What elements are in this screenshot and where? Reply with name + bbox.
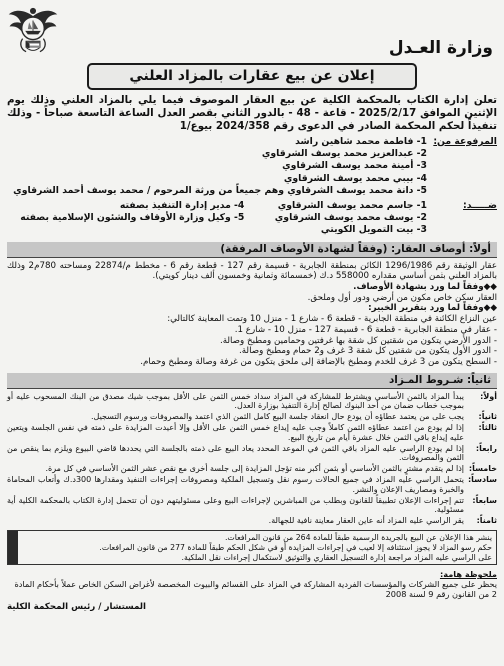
important-note [7,569,497,599]
expert-item: - الدور الأول يتكون من شقتين كل شقة 3 غرف و2 حمام ومطبخ وصالة. [239,346,497,357]
condition-text: تتم إجراءات الإعلان تطبيقاً للقانون وبطلب من المباشرين لإجراءات البيع وعلى مسئوليتهم دون أن تتحمل إدارة الكتاب بالمحكمة الكلية أية مسئولية. [7,495,464,515]
condition-text: يجب على من يعتمد عطاؤه أن يودع حال انعقاد جلسة البيع كامل الثمن الذي اعتمد والمصروفات ورسوم التسجيل. [91,412,464,422]
condition-item [7,444,497,464]
property-text: عقار الوثيقة رقم 1296/1986 الكائن بمنطقة الجابرية - قسيمة رقم 127 - قطعة رقم 6 - مخطط م/22874 ومساحته 780م2 وذلك بالمزاد العلني بثمن أساسي مقداره 558000 د.ك (خمسمائة وثمانية وخمسون ألف دينار كويتي). [7,260,498,282]
condition-item [7,392,497,412]
section-header-property: أولاً: أوصاف العقار: (وفقاً لشهادة الأوصاف المرفقة) [7,242,497,258]
condition-text: إذا لم يتقدم مشترٍ بالثمن الأساسي أو بثمن أكبر منه تؤجل المزايدة إلى جلسة أخرى مع نقص عشر الثمن الأساسي في كل مرة. [45,464,464,474]
condition-text: يبدأ المزاد بالثمن الأساسي ويشترط للمشاركة في المزاد سداد خمس الثمن على الأقل بموجب شيك مصدق من البنك المسحوب عليه أو بموجب خطاب ضمان من أحد البنوك لصالح إدارة التنفيذ بوزارة العدل. [7,391,464,411]
plaintiff-item: 5- دانة محمد يوسف الشرقاوي وهم جميعاً من ورثة المرحوم / محمد يوسف أحمد الشرقاوي [13,184,427,196]
condition-number: ثانياً: [478,412,497,422]
condition-item [7,464,497,474]
expert-item: - السطح يتكون من 3 غرف للخدم ومطبخ بالإضافة إلى ملحق يتكون من غرفة وصالة ومطبخ وحمام. [140,356,497,367]
plaintiff-item: 4- بيبي محمد يوسف الشرقاوي [283,172,427,184]
expert-item: - الدور الأرضي يتكون من شقتين كل شقة بها غرفتين وحمامين ومطبخ وصالة. [219,335,497,346]
defendant-item: 2- يوسف محمد يوسف الشرقاوي [274,212,427,224]
kuwait-emblem-icon [7,4,59,58]
condition-number: سادساً: [467,475,497,485]
plaintiffs-block [7,136,497,197]
property-description [7,261,497,368]
condition-text: يقر الراسي عليه المزاد أنه عاين العقار معاينة نافية للجهالة. [268,516,464,526]
condition-number: خامساً: [468,464,497,474]
condition-number: رابعاً: [475,443,497,453]
condition-number: ثامناً: [476,516,497,526]
note-text: يحظر على جميع الشركات والمؤسسات الفردية المشاركة في المزاد على القسائم والبيوت المخصصة لأغراض السكن الخاص عملاً بأحكام المادة 2 من القانون رقم 9 لسنة 2008 [14,579,497,600]
condition-item [7,496,497,516]
expert-intro: عين النزاع الكائنة في منطقة الجابرية - قطعة 6 - شارع 1 - منزل 10 وتمت المعاينة كالتالي: [167,314,497,325]
ministry-title: وزارة العـدل [388,38,493,58]
auction-conditions [7,392,497,526]
condition-item [7,516,497,526]
defendant-item: 5- وكيل وزارة الأوقاف والشئون الإسلامية بصفته [20,212,245,224]
header [7,4,497,60]
condition-text: يتحمل الراسي عليه المزاد في جميع الحالات رسوم نقل وتسجيل الملكية ومصروفات إجراءات التنفيذ ومقدارها 300د.ك وأتعاب المحاماة والخبرة ومصاريف الإعلان والنشر. [7,475,464,494]
legal-notice-line: حكم رسو المزاد لا يجوز استئنافه إلا لعيب في إجراءات المزايدة أو في شكل الحكم طبقاً للمادة 277 من قانون المرافعات. [99,542,492,552]
condition-item [7,423,497,443]
legal-notice-line: ينشر هذا الإعلان عن البيع بالجريدة الرسمية طبقاً للمادة 264 من قانون المرافعات. [224,533,492,543]
plaintiffs-label: المرفوعة من: [433,136,497,147]
side-strip [8,531,18,564]
certificate-heading: ◆◆وفقاً لما ورد بشهادة الأوصاف. [353,282,497,293]
notice-banner: إعلان عن بيع عقارات بالمزاد العلني [87,63,417,90]
plaintiff-item: 3- أمينة محمد يوسف الشرقاوي [282,160,427,172]
plaintiff-item: 2- عبدالعزيز محمد يوسف الشرقاوي [261,148,427,160]
defendant-item: 1- جاسم محمد يوسف الشرقاوي [277,200,427,212]
plaintiff-item: 1- فاطمة محمد شاهين راشد [295,136,427,147]
legal-notice-line: على الراسي عليه المزاد مراجعة إدارة التسجيل العقاري والتوثيق لاستكمال إجراءات نقل الملكية. [181,552,492,562]
condition-text: إذا لم يودع الراسي عليه المزاد باقي الثمن في الموعد المحدد يعاد البيع على ذمته بالجلسة التي يحددها قاضي البيوع ويلزم بما ينقص من الثمن والمصروفات. [7,443,464,463]
section-header-conditions: ثانياً: شـروط المـزاد [7,373,497,389]
signature: المستشار / رئيس المحكمة الكلية [7,602,147,613]
defendants-list [7,200,427,237]
condition-text: إذا لم يودع من اعتمد عطاؤه الثمن كاملاً وجب عليه إيداع خمس الثمن على الأقل وإلا أعيدت المزايدة على ذمته في نفس الجلسة ويتعين عليه إيداع باقي الثمن خلال عشرة أيام من تاريخ البيع. [7,423,464,442]
condition-number: سابعاً: [472,495,497,505]
expert-item: - عقار في منطقة الجابرية - قطعة 6 - قسيمة 127 - منزل 10 - شارع 1. [234,324,497,335]
condition-item [7,412,497,422]
defendants-label: ضـــــد: [463,200,497,212]
condition-number: أولاً: [480,391,497,401]
defendant-item: 3- بيت التمويل الكويتي [320,224,427,236]
note-label: ملحوظة هامة: [439,569,497,580]
condition-item [7,475,497,495]
intro-paragraph: تعلن إدارة الكتاب بالمحكمة الكلية عن بيع العقار الموصوف فيما يلي بالمزاد العلني وذلك يوم الإثنين الموافق 2025/2/17 - قاعة - 48 - بالدور الثاني بقصر العدل الساعة التاسعة صباحاً - وذلك تنفيذاً لحكم المحكمة الصادر في الدعوى رقم 2024/358 بيوع/1 [7,94,497,132]
certificate-text: العقار سكن خاص مكون من أرضي ودور أول وملحق. [307,292,497,303]
expert-heading: ◆◆وفقاً لما ورد بتقرير الخبير: [368,303,497,314]
plaintiffs-list [7,136,427,197]
legal-notice-box [7,530,497,565]
defendant-item: 4- مدير إدارة التنفيذ بصفته [119,200,245,212]
defendants-block [7,200,497,237]
condition-number: ثالثاً: [478,423,497,433]
